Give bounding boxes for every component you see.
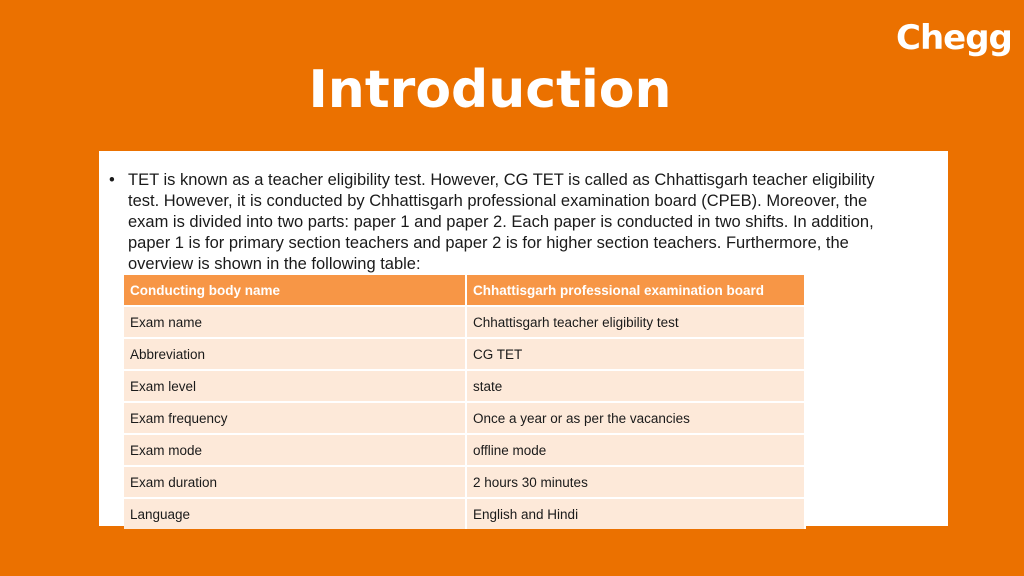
table-cell: Exam name — [124, 306, 466, 338]
table-cell: 2 hours 30 minutes — [466, 466, 805, 498]
table-cell: CG TET — [466, 338, 805, 370]
table-cell: Exam duration — [124, 466, 466, 498]
intro-paragraph: TET is known as a teacher eligibility test. However, CG TET is called as Chhattisgarh teacher eligibility test. However, it is conducted by Chhattisgarh professional examination board (CPEB). Moreover, the exam is divided into two parts: paper 1 and paper 2. Each paper is conducted in two shifts. In addition, paper 1 is for primary section teachers and paper 2 is for higher section teachers. Furthermore, the overview is shown in the following table: — [128, 171, 875, 273]
bullet-marker: • — [109, 171, 115, 189]
table-cell: Exam mode — [124, 434, 466, 466]
table-header-cell: Conducting body name — [124, 275, 466, 306]
table-cell: English and Hindi — [466, 498, 805, 529]
table-header-row — [124, 275, 805, 306]
table-row — [124, 370, 805, 402]
intro-bullet — [109, 170, 909, 275]
table-cell: Language — [124, 498, 466, 529]
content-panel — [99, 151, 948, 526]
table-cell: state — [466, 370, 805, 402]
table-cell: Abbreviation — [124, 338, 466, 370]
chegg-logo: Chegg — [896, 18, 1012, 58]
table-header-cell: Chhattisgarh professional examination board — [466, 275, 805, 306]
table-cell: Chhattisgarh teacher eligibility test — [466, 306, 805, 338]
table-row — [124, 402, 805, 434]
table-row — [124, 338, 805, 370]
table-cell: Exam frequency — [124, 402, 466, 434]
table-cell: offline mode — [466, 434, 805, 466]
table-row — [124, 498, 805, 529]
overview-table — [124, 275, 806, 529]
table-row — [124, 466, 805, 498]
page-title: Introduction — [308, 60, 672, 120]
table-cell: Once a year or as per the vacancies — [466, 402, 805, 434]
table-cell: Exam level — [124, 370, 466, 402]
table-row — [124, 434, 805, 466]
table-row — [124, 306, 805, 338]
